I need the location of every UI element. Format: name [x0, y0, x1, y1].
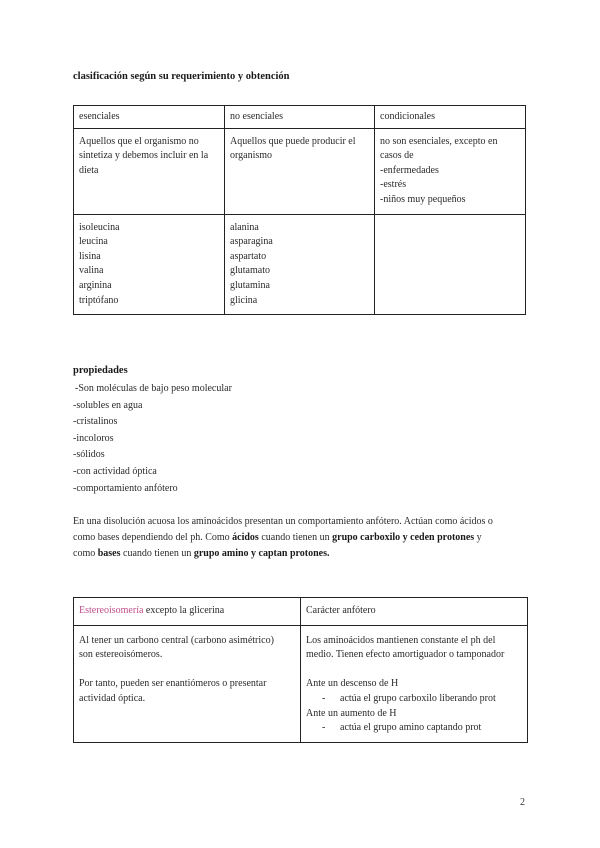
list-item: -Son moléculas de bajo peso molecular [75, 383, 232, 394]
list-item: -cristalinos [73, 416, 118, 428]
list-condicionales [375, 214, 526, 315]
classification-heading: clasificación según su requerimiento y obtención [73, 71, 290, 82]
table-row [74, 214, 526, 315]
classification-table [73, 105, 526, 315]
properties-list [73, 381, 232, 497]
properties-table [73, 597, 528, 743]
header-estereoisomeria: Estereoisomería excepto la glicerina [74, 598, 301, 626]
list-item: -incoloros [73, 432, 114, 444]
header-condicionales: condicionales [375, 106, 526, 129]
header-esenciales: esenciales [74, 106, 225, 129]
desc-no-esenciales: Aquellos que puede producir el organismo [225, 128, 375, 214]
list-item: -sólidos [73, 449, 105, 461]
header-no-esenciales: no esenciales [225, 106, 375, 129]
list-esenciales: isoleucina leucina lisina valina arginina triptófano [74, 214, 225, 315]
amphoteric-content: Los aminoácidos mantienen constante el ph del medio. Tienen efecto amortiguador o tamponador Ante un descenso de H - actúa el grupo carboxilo liberando prot Ante un aumento de H - actúa el grupo amino captando prot [301, 625, 528, 742]
desc-esenciales: Aquellos que el organismo no sintetiza y debemos incluir en la dieta [74, 128, 225, 214]
page-number: 2 [520, 797, 525, 808]
list-item: -solubles en agua [73, 399, 143, 411]
list-no-esenciales: alanina asparagina aspartato glutamato glutamina glicina [225, 214, 375, 315]
amphoteric-paragraph: En una disolución acuosa los aminoácidos presentan un comportamiento anfótero. Actúan como ácidos o como bases dependiendo del ph. Como ácidos cuando tienen un grupo carboxilo y ceden protones y como bases cuando tienen un grupo amino y captan protones. [73, 516, 493, 560]
header-caracter-anfotero: Carácter anfótero [301, 598, 528, 626]
list-item: -con actividad óptica [73, 465, 157, 477]
list-item: -comportamiento anfótero [73, 482, 178, 494]
properties-heading: propiedades [73, 365, 128, 376]
table-row [74, 128, 526, 214]
desc-condicionales: no son esenciales, excepto en casos de -enfermedades -estrés -niños muy pequeños [375, 128, 526, 214]
table-row [74, 625, 528, 742]
stereo-content: Al tener un carbono central (carbono asimétrico) son estereoisómeros. Por tanto, pueden ser enantiómeros o presentar actividad óptica. [74, 625, 301, 742]
table-header-row [74, 106, 526, 129]
table-header-row [74, 598, 528, 626]
